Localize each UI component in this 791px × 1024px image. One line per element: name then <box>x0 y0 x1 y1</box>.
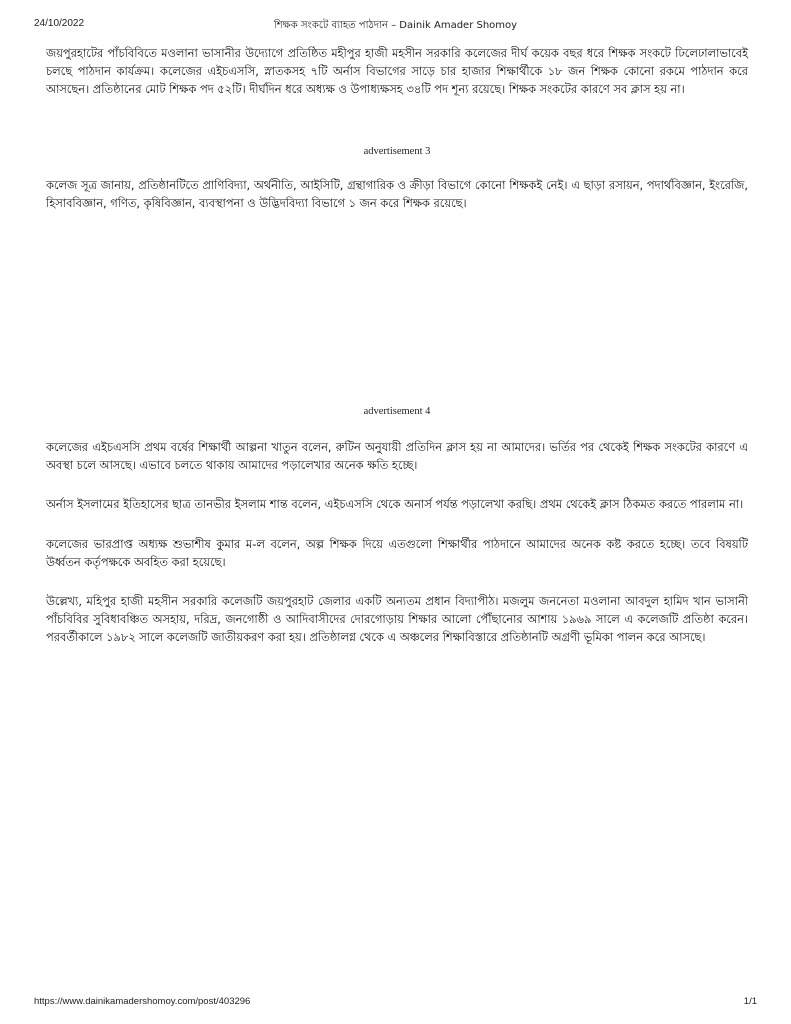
article-paragraph: উল্লেখ্য, মহিপুর হাজী মহসীন সরকারি কলেজটি জয়পুরহাট জেলার একটি অন্যতম প্রধান বিদ্যাপীঠ। মজলুম জননেতা মওলানা আবদুল হামিদ খান ভাসানী পাঁচবিবির সুবিধাবঞ্চিত অসহায়, দরিদ্র, জনগোষ্ঠী ও আদিবাসীদের দোরগোড়ায় শিক্ষার আলো পৌঁছানোর আশায় ১৯৬৯ সালে এ কলেজটি প্রতিষ্ঠা করেন। পরবর্তীকালে ১৯৮২ সালে কলেজটি জাতীয়করণ করা হয়। প্রতিষ্ঠালগ্ন থেকে এ অঞ্চলের শিক্ষাবিস্তারে প্রতিষ্ঠানটি অগ্রণী ভূমিকা পালন করে আসছে। <box>46 594 748 645</box>
print-header <box>34 18 757 32</box>
article-paragraph: কলেজ সূত্র জানায়, প্রতিষ্ঠানটিতে প্রাণিবিদ্যা, অর্থনীতি, আইসিটি, গ্রন্থাগারিক ও ক্রীড়া বিভাগে কোনো শিক্ষকই নেই। এ ছাড়া রসায়ন, পদার্থবিজ্ঞান, ইংরেজি, হিসাববিজ্ঞান, গণিত, কৃষিবিজ্ঞান, ব্যবস্থাপনা ও উদ্ভিদবিদ্যা বিভাগে ১ জন করে শিক্ষক রয়েছে। <box>46 178 748 211</box>
article-block-3 <box>46 438 748 647</box>
advertisement-label: advertisement 4 <box>363 406 431 417</box>
article-paragraph: কলেজের ভারপ্রাপ্ত অধ্যক্ষ শুভাশীষ কুমার ম-ল বলেন, অল্প শিক্ষক দিয়ে এতগুলো শিক্ষার্থীর পাঠদানে আমাদের অনেক কষ্ট করতে হচ্ছে। তবে বিষয়টি উর্ধ্বতন কর্তৃপক্ষকে অবহিত করা হয়েছে। <box>46 536 748 569</box>
page-title: শিক্ষক সংকটে ব্যাহত পাঠদান – Dainik Amader Shomoy <box>273 20 518 31</box>
article-paragraph: জয়পুরহাটের পাঁচবিবিতে মওলানা ভাসানীর উদ্যোগে প্রতিষ্ঠিত মহীপুর হাজী মহসীন সরকারি কলেজের দীর্ঘ কয়েক বছর ধরে শিক্ষক সংকটে ঢিলেঢালাভাবেই চলছে পাঠদান কার্যক্রম। কলেজের এইচএসসি, স্নাতকসহ ৭টি অর্নাস বিভাগের সাড়ে চার হাজার শিক্ষার্থীকে ১৮ জন শিক্ষক কোনো রকমে পাঠদান করে আসছেন। প্রতিষ্ঠানের মোট শিক্ষক পদ ৫২টি। দীর্ঘদিন ধরে অধ্যক্ষ ও উপাধ্যক্ষসহ ৩৪টি পদ শূন্য রয়েছে। শিক্ষক সংকটের কারণে সব ক্লাস হয় না। <box>46 46 748 97</box>
article-block-2 <box>46 176 748 212</box>
advertisement-label: advertisement 3 <box>363 146 431 157</box>
article-paragraph: অর্নাস ইসলামের ইতিহাসের ছাত্র তানভীর ইসলাম শান্ত বলেন, এইচএসসি থেকে অনার্স পর্যন্ত পড়ালেখা করছি। প্রথম থেকেই ক্লাস ঠিকমত করতে পারলাম না। <box>46 497 744 512</box>
print-footer <box>34 996 757 1010</box>
article-block-1 <box>46 44 748 99</box>
article-paragraph: কলেজের এইচএসসি প্রথম বর্ষের শিক্ষার্থী আল্পনা খাতুন বলেন, রুটিন অনুযায়ী প্রতিদিন ক্লাস হয় না আমাদের। ভর্তির পর থেকেই শিক্ষক সংকটের কারণে এ অবস্থা চলে আসছে। এভাবে চলতে থাকায় আমাদের পড়ালেখার অনেক ক্ষতি হচ্ছে। <box>46 440 748 473</box>
print-date: 24/10/2022 <box>34 18 85 29</box>
page-url: https://www.dainikamadershomoy.com/post/403296 <box>34 996 251 1007</box>
page-number: 1/1 <box>743 996 757 1007</box>
